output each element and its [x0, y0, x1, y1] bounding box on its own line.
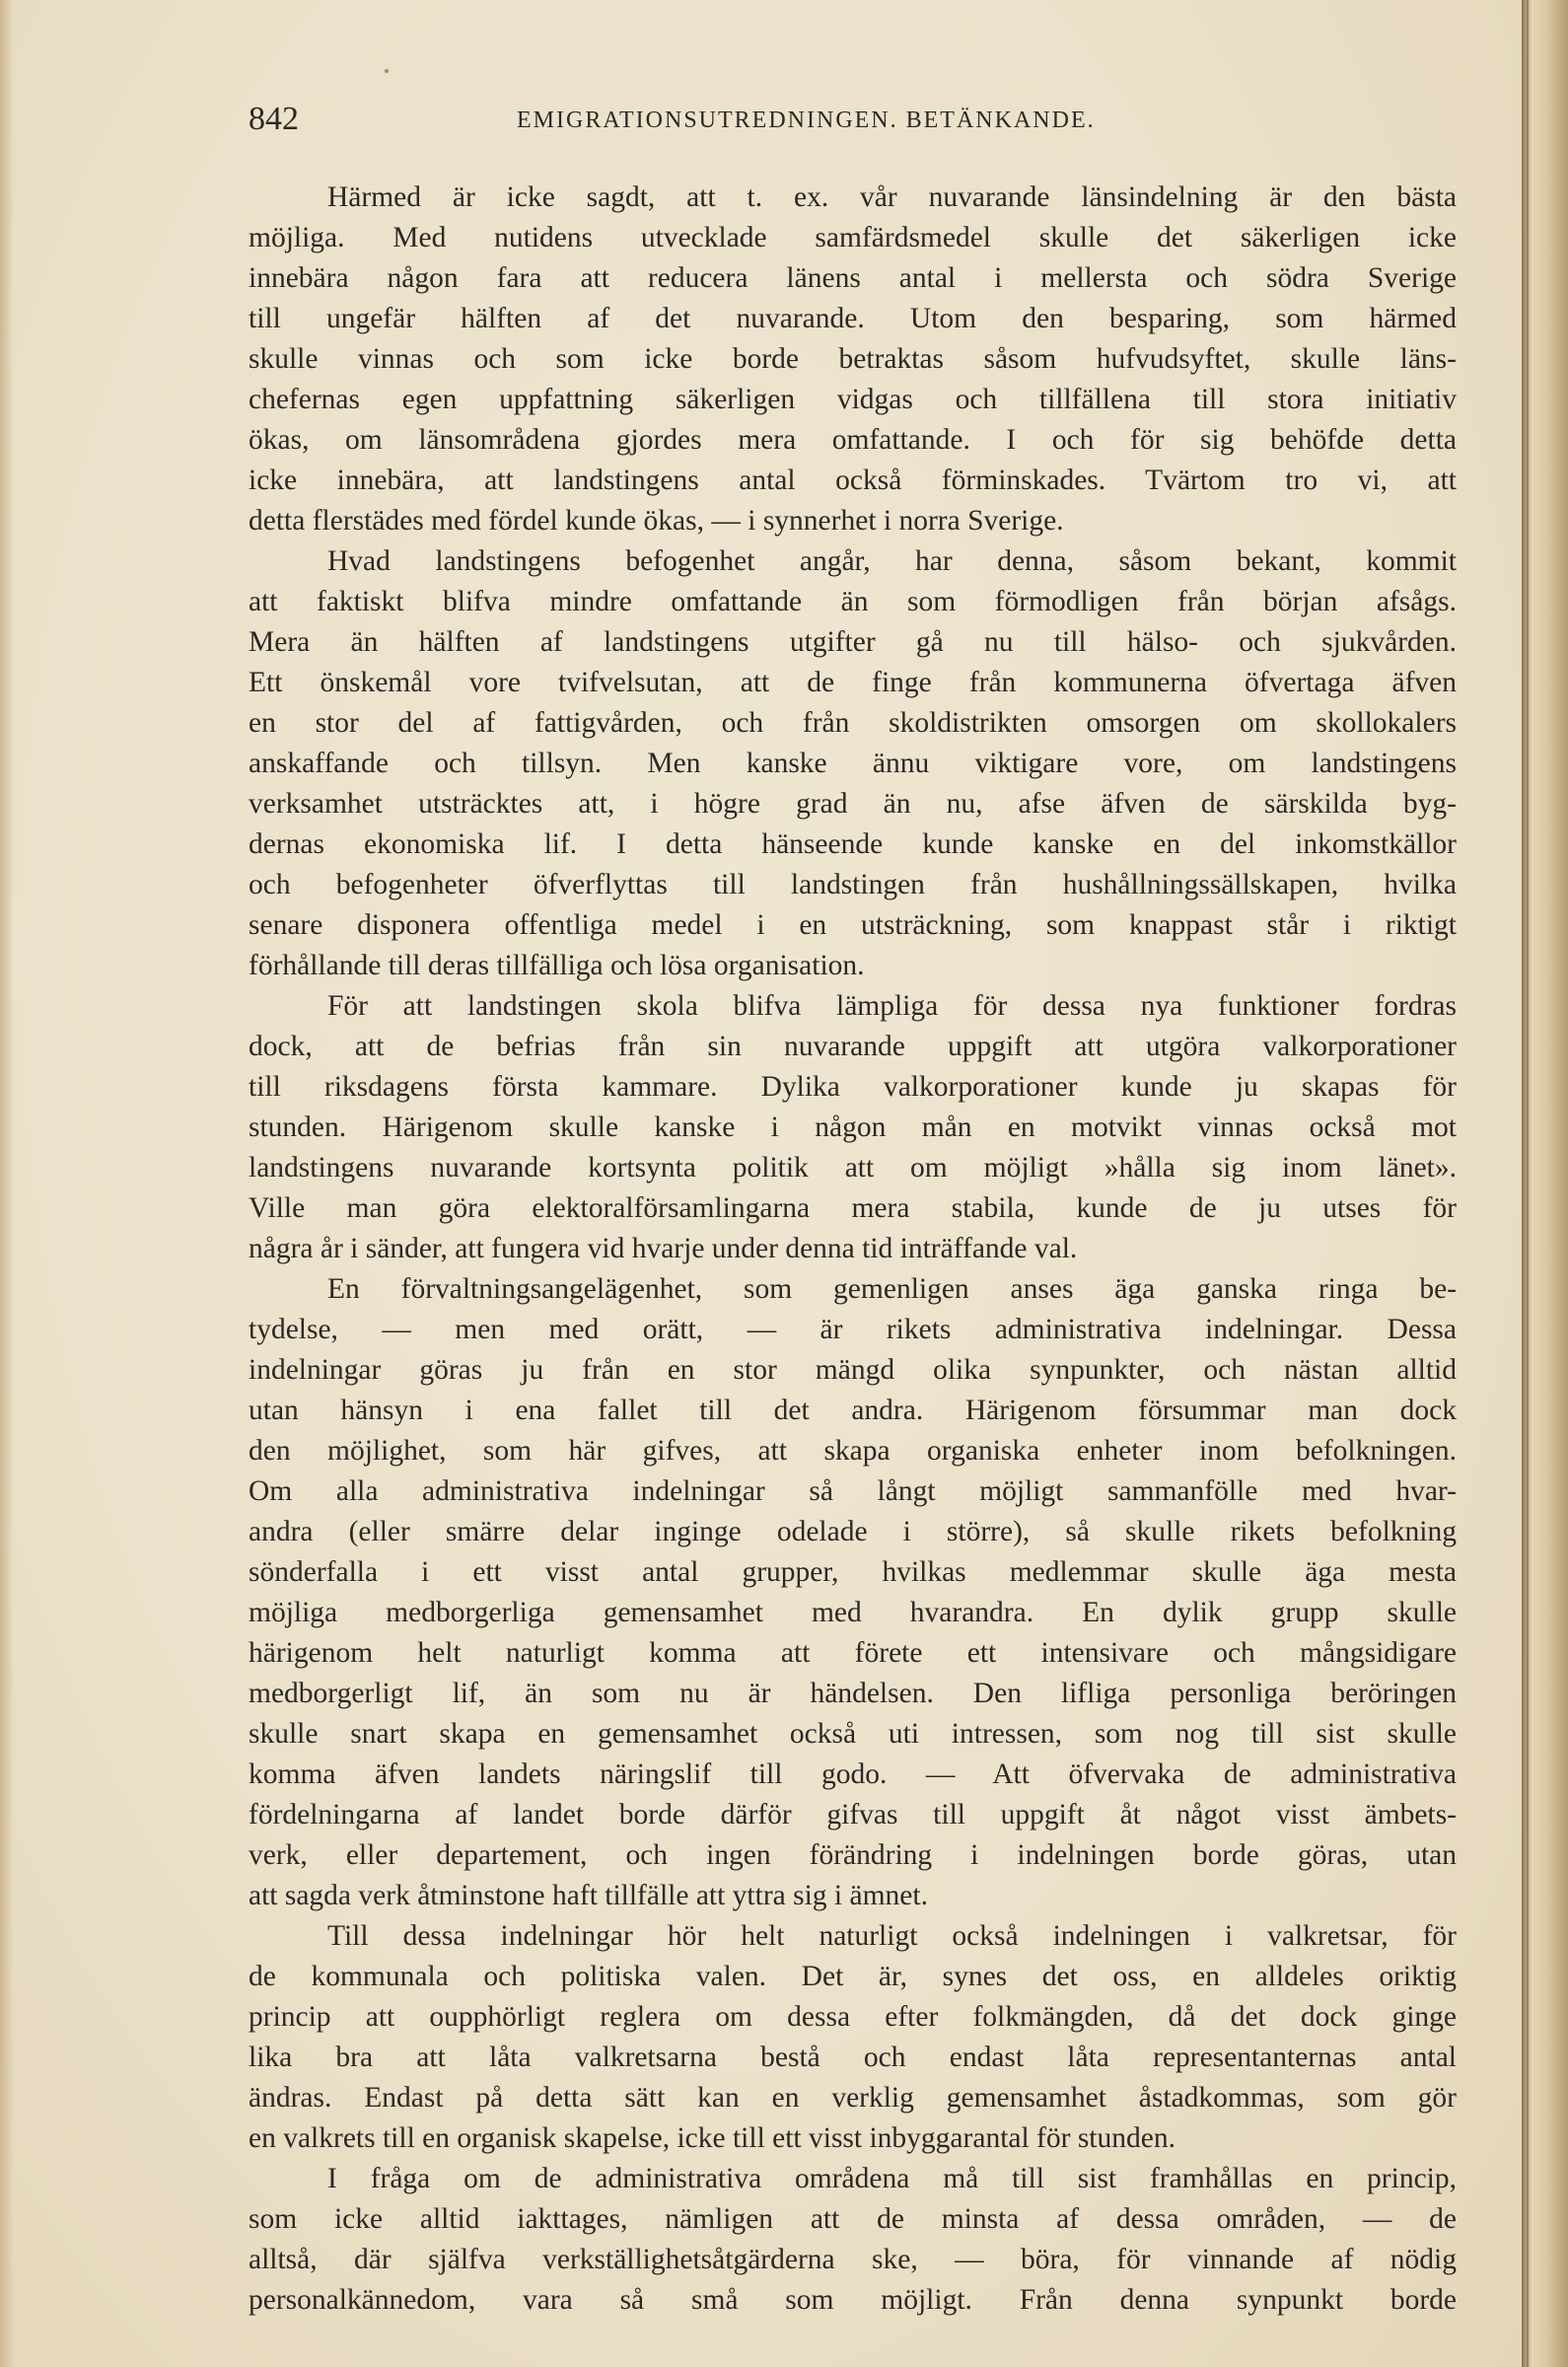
text-line: att faktiskt blifva mindre omfattande än som förmodligen från början afsågs. [249, 586, 1457, 617]
text-line: lika bra att låta valkretsarna bestå och endast låta representanternas antal [249, 2042, 1457, 2073]
text-line: dernas ekonomiska lif. I detta hänseende kunde kanske en del inkomstkällor [249, 828, 1457, 860]
text-line: landstingens nuvarande kortsynta politik att om möjligt »hålla sig inom länet». [249, 1152, 1457, 1184]
text-line: till riksdagens första kammare. Dylika valkorporationer kunde ju skapas för [249, 1071, 1457, 1103]
text-line: den möjlighet, som här gifves, att skapa organiska enheter inom befolkningen. [249, 1435, 1457, 1467]
text-line: Om alla administrativa indelningar så långt möjligt sammanfölle med hvar- [249, 1475, 1457, 1507]
page-header [249, 101, 1452, 144]
text-line: utan hänsyn i ena fallet till det andra. Härigenom försummar man dock [249, 1395, 1457, 1426]
text-line: skulle vinnas och som icke borde betraktas såsom hufvudsyftet, skulle läns- [249, 343, 1457, 375]
text-line: anskaffande och tillsyn. Men kanske ännu viktigare vore, om landstingens [249, 748, 1457, 779]
speck [385, 69, 389, 73]
text-line: icke innebära, att landstingens antal också förminskades. Tvärtom tro vi, att [249, 465, 1457, 496]
text-line: senare disponera offentliga medel i en utsträckning, som knappast står i riktigt [249, 909, 1457, 941]
binding-shadow [1527, 0, 1529, 2367]
text-line: I fråga om de administrativa områdena må till sist framhållas en princip, [327, 2163, 1457, 2194]
text-line: verksamhet utsträcktes att, i högre grad än nu, afse äfven de särskilda byg- [249, 788, 1457, 820]
text-line: skulle snart skapa en gemensamhet också uti intressen, som nog till sist skulle [249, 1718, 1457, 1750]
text-line: Mera än hälften af landstingens utgifter gå nu till hälso- och sjukvården. [249, 626, 1457, 658]
text-line: Hvad landstingens befogenhet angår, har denna, såsom bekant, kommit [327, 545, 1457, 577]
text-line: Ville man göra elektoralförsamlingarna mera stabila, kunde de ju utses för [249, 1192, 1457, 1224]
text-line: ökas, om länsområdena gjordes mera omfattande. I och för sig behöfde detta [249, 424, 1457, 456]
text-line: de kommunala och politiska valen. Det är, synes det oss, en alldeles oriktig [249, 1961, 1457, 1992]
text-line: komma äfven landets näringslif till godo. — Att öfvervaka de administrativa [249, 1758, 1457, 1790]
text-line: att sagda verk åtminstone haft tillfälle att yttra sig i ämnet. [249, 1880, 928, 1911]
text-line: chefernas egen uppfattning säkerligen vidgas och tillfällena till stora initiativ [249, 384, 1457, 415]
page-edge [1522, 0, 1568, 2367]
text-line: verk, eller departement, och ingen förändring i indelningen borde göras, utan [249, 1839, 1457, 1871]
text-line: fördelningarna af landet borde därför gifvas till uppgift åt något visst ämbets- [249, 1799, 1457, 1830]
text-line: härigenom helt naturligt komma att förete ett intensivare och mångsidigare [249, 1637, 1457, 1669]
text-line: personalkännedom, vara så små som möjligt. Från denna synpunkt borde [249, 2284, 1457, 2316]
text-line: några år i sänder, att fungera vid hvarje under denna tid inträffande val. [249, 1233, 1078, 1264]
text-line: en valkrets till en organisk skapelse, icke till ett visst inbyggarantal för stunden. [249, 2122, 1176, 2154]
text-line: medborgerligt lif, än som nu är händelsen. Den lifliga personliga beröringen [249, 1678, 1457, 1709]
text-line: möjliga medborgerliga gemensamhet med hvarandra. En dylik grupp skulle [249, 1597, 1457, 1628]
text-line: stunden. Härigenom skulle kanske i någon mån en motvikt vinnas också mot [249, 1112, 1457, 1143]
text-line: andra (eller smärre delar inginge odelade i större), så skulle rikets befolkning [249, 1516, 1457, 1547]
text-line: en stor del af fattigvården, och från skoldistrikten omsorgen om skollokalers [249, 707, 1457, 739]
text-line: sönderfalla i ett visst antal grupper, hvilkas medlemmar skulle äga mesta [249, 1556, 1457, 1588]
text-line: princip att oupphörligt reglera om dessa efter folkmängden, då det dock ginge [249, 2001, 1457, 2033]
text-line: dock, att de befrias från sin nuvarande uppgift att utgöra valkorporationer [249, 1031, 1457, 1062]
text-line: och befogenheter öfverflyttas till landstingen från hushållningssällskapen, hvilka [249, 869, 1457, 900]
text-line: indelningar göras ju från en stor mängd olika synpunkter, och nästan alltid [249, 1354, 1457, 1386]
text-line: detta flerstädes med fördel kunde ökas, — i synnerhet i norra Sverige. [249, 505, 1064, 537]
text-line: tydelse, — men med orätt, — är rikets administrativa indelningar. Dessa [249, 1314, 1457, 1345]
page-number: 842 [249, 101, 299, 137]
text-line: En förvaltningsangelägenhet, som gemenligen anses äga ganska ringa be- [327, 1273, 1457, 1305]
text-line: Till dessa indelningar hör helt naturligt också indelningen i valkretsar, för [327, 1920, 1457, 1952]
text-line: innebära någon fara att reducera länens antal i mellersta och södra Sverige [249, 262, 1457, 294]
text-line: För att landstingen skola blifva lämpliga för dessa nya funktioner fordras [327, 990, 1457, 1022]
text-line: som icke alltid iakttages, nämligen att de minsta af dessa områden, — de [249, 2203, 1457, 2235]
body-text [249, 178, 1457, 2321]
text-line: alltså, där själfva verkställighetsåtgärderna ske, — böra, för vinnande af nödig [249, 2244, 1457, 2275]
text-line: Härmed är icke sagdt, att t. ex. vår nuvarande länsindelning är den bästa [327, 181, 1457, 213]
text-line: Ett önskemål vore tvifvelsutan, att de finge från kommunerna öfvertaga äfven [249, 667, 1457, 698]
text-line: till ungefär hälften af det nuvarande. Utom den besparing, som härmed [249, 303, 1457, 334]
text-line: förhållande till deras tillfälliga och lösa organisation. [249, 950, 865, 981]
running-head: EMIGRATIONSUTREDNINGEN. BETÄNKANDE. [517, 108, 1096, 133]
text-line: möjliga. Med nutidens utvecklade samfärdsmedel skulle det säkerligen icke [249, 222, 1457, 253]
text-line: ändras. Endast på detta sätt kan en verklig gemensamhet åstadkommas, som gör [249, 2082, 1457, 2114]
